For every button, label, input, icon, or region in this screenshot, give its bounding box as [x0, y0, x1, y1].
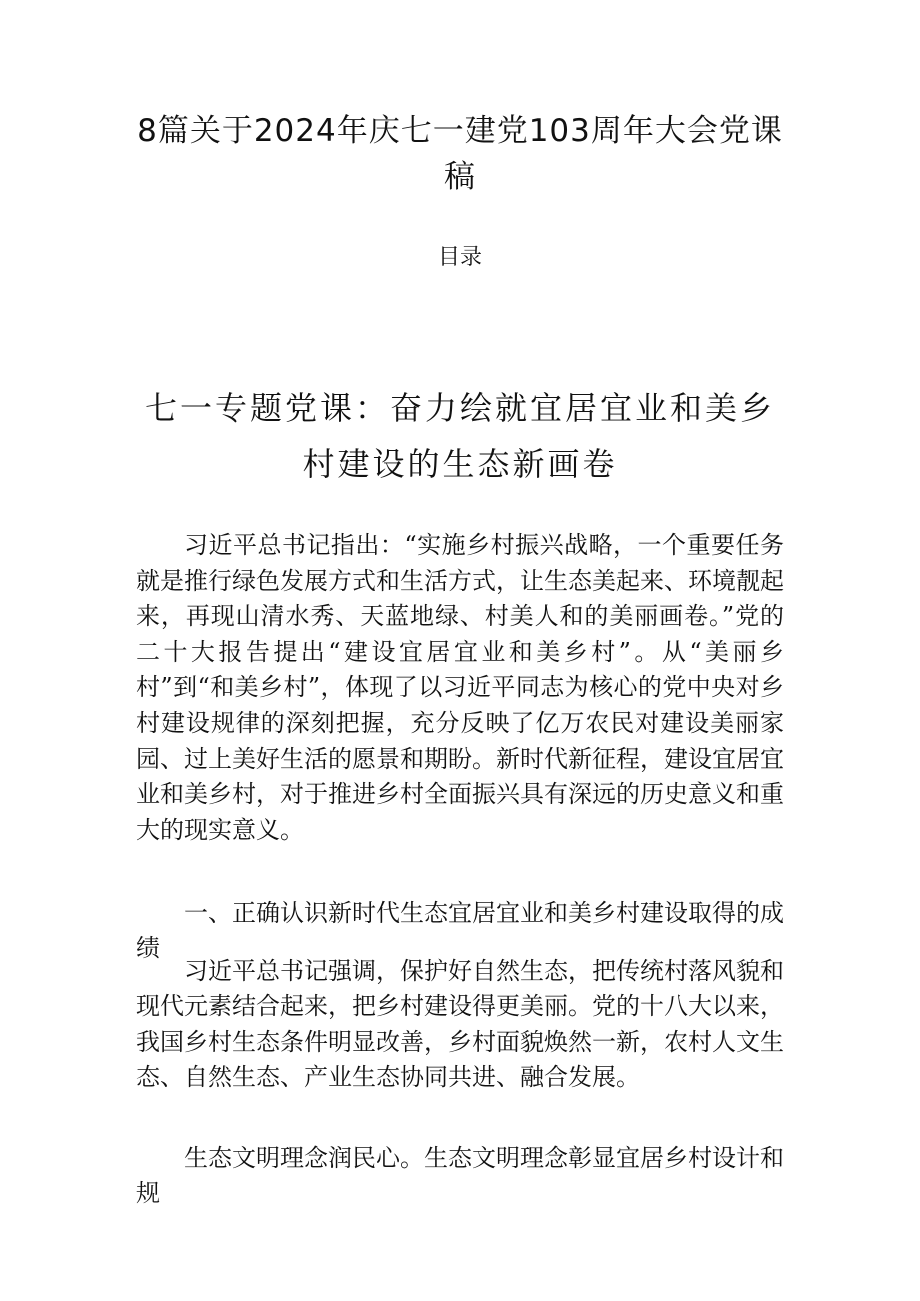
document-title: 8篇关于2024年庆七一建党103周年大会党课稿 — [137, 113, 783, 195]
paragraph-intro: 习近平总书记指出：“实施乡村振兴战略，一个重要任务就是推行绿色发展方式和生活方式，让生态美起来、环境靓起来，再现山清水秀、天蓝地绿、村美人和的美丽画卷。”党的二十大报告提出“建设宜居宜业和美乡村”。从“美丽乡村”到“和美乡村”，体现了以习近平同志为核心的党中央对乡村建设规律的深刻把握，充分反映了亿万农民对建设美丽家园、过上美好生活的愿景和期盼。新时代新征程，建设宜居宜业和美乡村，对于推进乡村全面振兴具有深远的历史意义和重大的现实意义。 — [136, 531, 784, 844]
section-title: 七一专题党课：奋力绘就宜居宜业和美乡村建设的生态新画卷 — [144, 389, 775, 483]
paragraph-achievements: 习近平总书记强调，保护好自然生态，把传统村落风貌和现代元素结合起来，把乡村建设得更美丽。党的十八大以来，我国乡村生态条件明显改善，乡村面貌焕然一新，农村人文生态、自然生态、产业生态协同共进、融合发展。 — [136, 957, 784, 1092]
toc-heading: 目录 — [437, 245, 482, 270]
subheading-one: 一、正确认识新时代生态宜居宜业和美乡村建设取得的成绩 — [136, 899, 784, 962]
paragraph-ecology: 生态文明理念润民心。生态文明理念彰显宜居乡村设计和规 — [136, 1144, 784, 1207]
